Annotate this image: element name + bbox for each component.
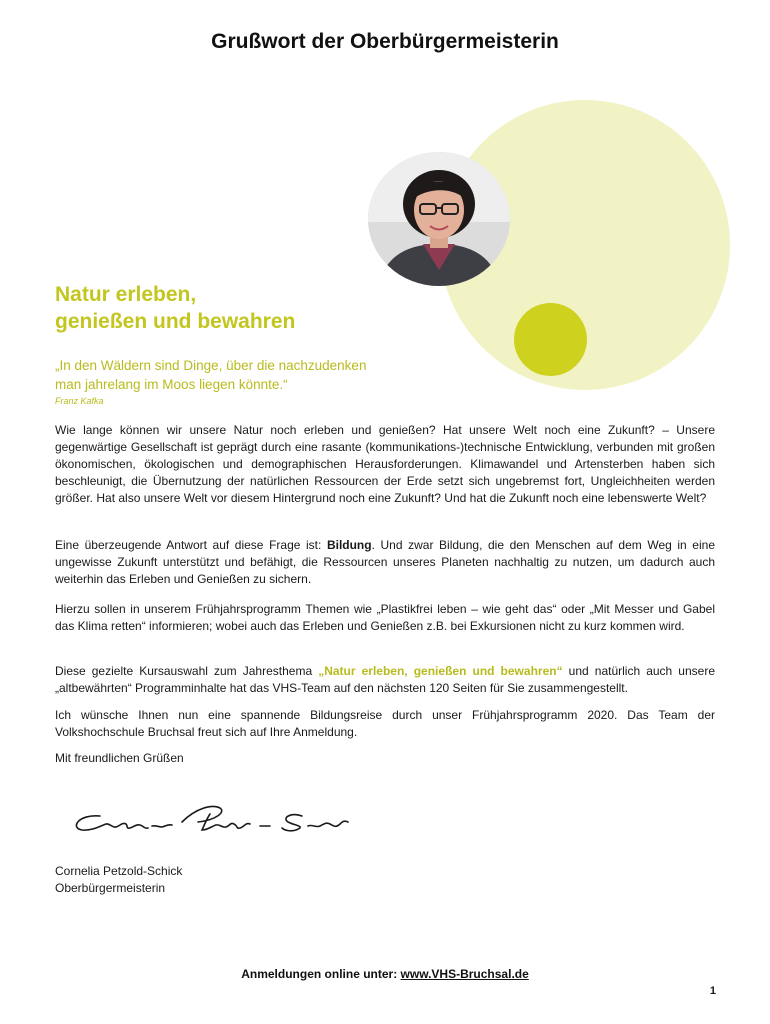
- page-title: Grußwort der Oberbürgermeisterin: [211, 30, 559, 53]
- signer-name: Cornelia Petzold-Schick: [55, 864, 183, 878]
- paragraph-4-highlight: „Natur erleben, genießen und bewahren“: [318, 664, 563, 678]
- headline: [55, 281, 385, 335]
- paragraph-2-bold: Bildung: [326, 538, 372, 552]
- headline-line-2: genießen und bewahren: [55, 310, 296, 333]
- headline-line-1: Natur erleben,: [55, 283, 197, 306]
- greeting: Mit freundlichen Grüßen: [55, 751, 184, 765]
- quote-author: Franz Kafka: [55, 396, 104, 406]
- paragraph-2-text-a: Eine überzeugende Antwort auf diese Frage ist:: [55, 538, 327, 552]
- paragraph-4: [55, 663, 715, 697]
- paragraph-4-text-a: Diese gezielte Kursauswahl zum Jahresthema: [55, 664, 319, 678]
- paragraph-3: Hierzu sollen in unserem Frühjahrsprogramm Themen wie „Plastikfrei leben – wie geht das“ oder „Mit Messer und Gabel das Klima retten“ informieren; wobei auch das Erleben und Genießen z.B. bei Exkursionen nicht zu kurz kommen wird.: [55, 602, 715, 633]
- website-link[interactable]: www.VHS-Bruchsal.de: [400, 967, 529, 981]
- quote-line-2: man jahrelang im Moos liegen könnte.“: [55, 377, 288, 392]
- footer-label: Anmeldungen online unter:: [241, 967, 401, 981]
- paragraph-4-text-b: und natürlich auch unsere „altbewährten“ Programminhalte hat das VHS-Team auf den nächsten 120 Seiten für Sie zusammengestellt.: [55, 664, 716, 695]
- paragraph-2-text-b: . Und zwar Bildung, die den Menschen auf dem Weg in eine ungewisse Zukunft unterstützt und befähigt, die Ressourcen unseres Planeten nachhaltig zu nutzen, um dadurch auch weiterhin das Erleben und Genießen zu sichern.: [55, 538, 715, 586]
- footer: [0, 967, 770, 981]
- paragraph-1: Wie lange können wir unsere Natur noch erleben und genießen? Hat unsere Welt noch eine Zukunft? – Unsere gegenwärtige Gesellschaft ist geprägt durch eine rasante (kommunikations-)technische Entwicklung, verbunden mit großen ökonomischen, ökologischen und demographischen Herausforderungen. Klimawandel und Artensterben haben sich beschleunigt, die Übernutzung der natürlichen Ressourcen der Erde setzt sich ungebremst fort, Ungleichheiten werden größer. Hat also unsere Welt vor diesem Hintergrund noch eine Zukunft? Und hat die Zukunft noch eine lebenswerte Welt?: [55, 423, 715, 505]
- handwritten-signature: [70, 800, 360, 840]
- quote-line-1: „In den Wäldern sind Dinge, über die nachzudenken: [55, 358, 367, 373]
- decorative-circle-small: [514, 303, 587, 376]
- page-number: 1: [709, 985, 716, 997]
- portrait-photo: [368, 152, 510, 286]
- signer-role: Oberbürgermeisterin: [55, 881, 166, 895]
- paragraph-2: [55, 537, 715, 588]
- quote: [55, 356, 455, 394]
- paragraph-5: Ich wünsche Ihnen nun eine spannende Bildungsreise durch unser Frühjahrsprogramm 2020. Das Team der Volkshochschule Bruchsal freut sich auf Ihre Anmeldung.: [55, 708, 715, 739]
